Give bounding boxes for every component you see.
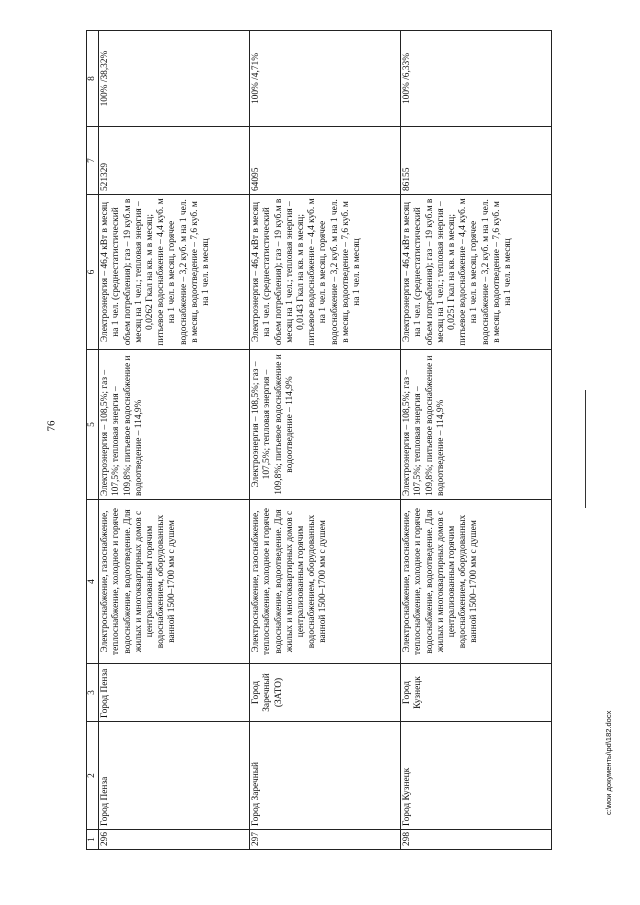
page-number: 76 [45, 420, 58, 432]
row-number: 298 [401, 830, 552, 850]
header-cell: 6 [87, 195, 99, 350]
header-cell: 1 [87, 830, 99, 850]
volumes-cell: Электроэнергия – 46,4 кВт в месяц на 1 чел. (среднестатистический объем потребления); газ – 19 куб.м в месяц на 1 чел.; тепловая энергия – 0,0262 Гкал на кв. м в месяц; питьевое водоснабжение – 4,4 куб. м на 1 чел. в месяц, горячее водоснабжение – 3,2 куб. м на 1 чел. в месяц, водоотведение – 7,6 куб. м на 1 чел. в месяц [99, 195, 250, 350]
share-cell: 100% /6,33% [401, 31, 552, 127]
header-cell: 7 [87, 127, 99, 195]
header-cell: 4 [87, 500, 99, 664]
tariff-table [86, 30, 552, 850]
municipality-cell: Город Пенза [99, 722, 250, 830]
row-number: 296 [99, 830, 250, 850]
header-cell: 8 [87, 31, 99, 127]
indices-cell: Электроэнергия – 108,5%; газ – 107,5%; тепловая энергия – 109,8%; питьевое водоснабжение и водоотведение – 114,9% [99, 350, 250, 500]
share-cell: 100% /38,32% [99, 31, 250, 127]
municipality-cell: Город Кузнецк [401, 722, 552, 830]
table-row [99, 31, 250, 850]
row-number: 297 [250, 830, 401, 850]
separator-line [585, 390, 586, 508]
indices-cell: Электроэнергия – 108,5%; газ – 107,5%; тепловая энергия – 109,8%; питьевое водоснабжение и водоотведение – 114,9% [401, 350, 552, 500]
services-cell: Электроснабжение, газоснабжение, теплоснабжение, холодное и горячее водоснабжение, водоотведение. Для жилых и многоквартирных домов с централизованным горячим водоснабжением, оборудованных ванной 1500–1700 мм с душем [401, 500, 552, 664]
settlement-cell: Город Заречный (ЗАТО) [250, 664, 401, 722]
share-cell: 100% /4,71% [250, 31, 401, 127]
table-row [250, 31, 401, 850]
rotated-table-container [86, 30, 556, 850]
volumes-cell: Электроэнергия – 46,4 кВт в месяц на 1 чел. (среднестатистический объем потребления); газ – 19 куб.м в месяц на 1 чел.; тепловая энергия – 0,0251 Гкал на кв. м в месяц; питьевое водоснабжение – 4,4 куб. м на 1 чел. в месяц, горячее водоснабжение – 3,2 куб. м на 1 чел. в месяц, водоотведение – 7,6 куб. м на 1 чел. в месяц [401, 195, 552, 350]
header-cell: 5 [87, 350, 99, 500]
header-cell: 2 [87, 722, 99, 830]
population-cell: 86155 [401, 127, 552, 195]
volumes-cell: Электроэнергия – 46,4 кВт в месяц на 1 чел. (среднестатистический объем потребления); газ – 19 куб.м в месяц на 1 чел.; тепловая энергия – 0,0143 Гкал на кв. м в месяц; питьевое водоснабжение – 4,4 куб. м на 1 чел. в месяц, горячее водоснабжение – 3,2 куб. м на 1 чел. в месяц, водоотведение – 7,6 куб. м на 1 чел. в месяц [250, 195, 401, 350]
municipality-cell: Город Заречный [250, 722, 401, 830]
table-row [401, 31, 552, 850]
header-row [87, 31, 99, 850]
indices-cell: Электроэнергия – 108,5%; газ – 107,5%; тепловая энергия – 109,8%; питьевое водоснабжение и водоотведение – 114,9% [250, 350, 401, 500]
population-cell: 521329 [99, 127, 250, 195]
footer-path: c:\мои документы\pd\182.docx [604, 710, 613, 815]
settlement-cell: Город Кузнецк [401, 664, 552, 722]
services-cell: Электроснабжение, газоснабжение, теплоснабжение, холодное и горячее водоснабжение, водоотведение. Для жилых и многоквартирных домов с централизованным горячим водоснабжением, оборудованных ванной 1500–1700 мм с душем [99, 500, 250, 664]
header-cell: 3 [87, 664, 99, 722]
settlement-cell: Город Пенза [99, 664, 250, 722]
population-cell: 64095 [250, 127, 401, 195]
services-cell: Электроснабжение, газоснабжение, теплоснабжение, холодное и горячее водоснабжение, водоотведение. Для жилых и многоквартирных домов с централизованным горячим водоснабжением, оборудованных ванной 1500–1700 мм с душем [250, 500, 401, 664]
